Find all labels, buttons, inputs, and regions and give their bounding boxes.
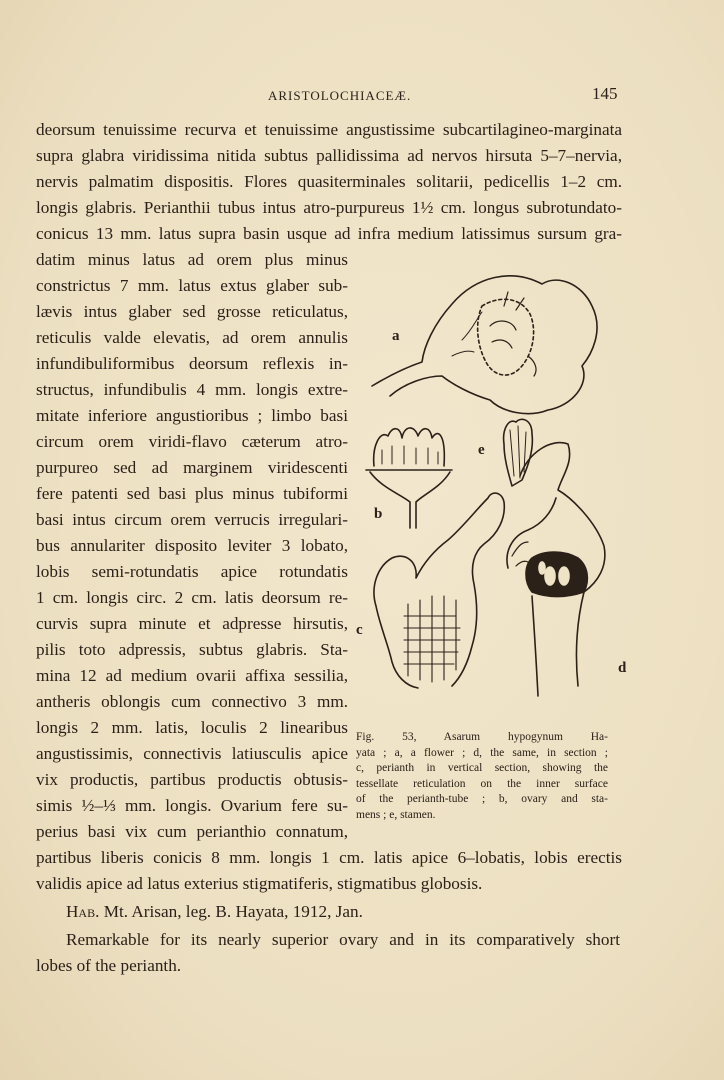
caption-line: Fig. 53, Asarum hypogynum Ha-	[356, 731, 608, 743]
flower-a-outline	[372, 276, 597, 414]
body-line: mitate inferiore angustioribus ; limbo basi	[36, 406, 348, 425]
figure-caption	[356, 730, 608, 824]
body-line: longis glabris. Perianthii tubus intus atro-purpureus 1½ cm. longus subrotundato-	[36, 198, 622, 217]
body-line: purpureo sed ad marginem viridescenti	[36, 458, 348, 477]
body-line: vix productis, partibus productis obtusis-	[36, 770, 348, 789]
remark-line: Remarkable for its nearly superior ovary and in its comparatively short	[66, 930, 620, 949]
body-line: angustissimis, connectivis latiusculis apice	[36, 744, 348, 763]
body-line: datim minus latus ad orem plus minus	[36, 250, 348, 269]
body-line: bus annulariter disposito leviter 3 lobato,	[36, 536, 348, 555]
body-line: conicus 13 mm. latus supra basin usque ad infra medium latissimus sursum gra-	[36, 224, 622, 243]
caption-line: yata ; a, a flower ; d, the same, in section ;	[356, 746, 608, 759]
body-line: 1 cm. longis circ. 2 cm. latis deorsum re-	[36, 588, 348, 607]
figure-label-b: b	[374, 506, 383, 522]
body-line: validis apice ad latus exterius stigmatiferis, stigmatibus globosis.	[36, 874, 483, 893]
body-line: antheris oblongis cum connectivo 3 mm.	[36, 692, 348, 711]
figure-label-a: a	[392, 328, 400, 344]
body-line: circum orem viridi-flavo cæterum atro-	[36, 432, 348, 451]
caption-line: c, perianth in vertical section, showing the	[356, 762, 608, 775]
body-line: simis ½–⅓ mm. longis. Ovarium fere su-	[36, 796, 348, 815]
body-line: nervis palmatim dispositis. Flores quasiterminales solitarii, pedicellis 1–2 cm.	[36, 172, 622, 191]
figure-label-d: d	[618, 660, 627, 676]
page-number: 145	[592, 84, 618, 103]
body-line: fere patenti sed basi plus minus tubiformi	[36, 484, 348, 503]
running-title: ARISTOLOCHIACEÆ.	[268, 88, 412, 103]
caption-line: tessellate reticulation on the inner surface	[356, 777, 608, 790]
body-line: lobis semi-rotundatis apice rotundatis	[36, 562, 348, 581]
remark-line: lobes of the perianth.	[36, 956, 182, 975]
habitat-label: Hab.	[66, 902, 100, 921]
body-line: lævis intus glaber sed grosse reticulatus,	[36, 302, 348, 321]
body-line: basi intus circum orem verrucis irregulari-	[36, 510, 348, 529]
caption-line: of the perianth-tube ; b, ovary and sta-	[356, 793, 608, 806]
flower-a-inner	[478, 299, 534, 375]
body-line: perius basi vix cum perianthio connatum,	[36, 822, 348, 841]
caption-line: mens ; e, stamen.	[356, 808, 436, 821]
body-line: deorsum tenuissime recurva et tenuissime angustissime subcartilagineo-marginata	[36, 120, 622, 139]
body-line: longis 2 mm. latis, loculis 2 linearibus	[36, 718, 348, 737]
body-line: constrictus 7 mm. latus extus glaber sub-	[36, 276, 348, 295]
figure-label-e: e	[478, 442, 485, 458]
perianth-c	[374, 493, 504, 688]
figure-label-c: c	[356, 622, 363, 638]
habitat-line	[66, 900, 363, 924]
body-line: structus, infundibulis 4 mm. longis extre-	[36, 380, 348, 399]
body-line: reticulis valde elevatis, ad orem annulis	[36, 328, 348, 347]
body-line: pilis toto adpressis, subtus glabris. Sta-	[36, 640, 348, 659]
body-line: curvis supra minute et adpresse hirsutis,	[36, 614, 348, 633]
body-line: supra glabra viridissima nitida subtus pallidissima ad nervos hirsuta 5–7–nervia,	[36, 146, 622, 165]
body-line: mina 12 ad medium ovarii affixa sessilia,	[36, 666, 348, 685]
botanical-figure	[352, 266, 632, 716]
body-line: infundibuliformibus deorsum reflexis in-	[36, 354, 348, 373]
habitat-text: Mt. Arisan, leg. B. Hayata, 1912, Jan.	[99, 902, 363, 921]
body-line: partibus liberis conicis 8 mm. longis 1 cm. latis apice 6–lobatis, lobis erectis	[36, 848, 622, 867]
